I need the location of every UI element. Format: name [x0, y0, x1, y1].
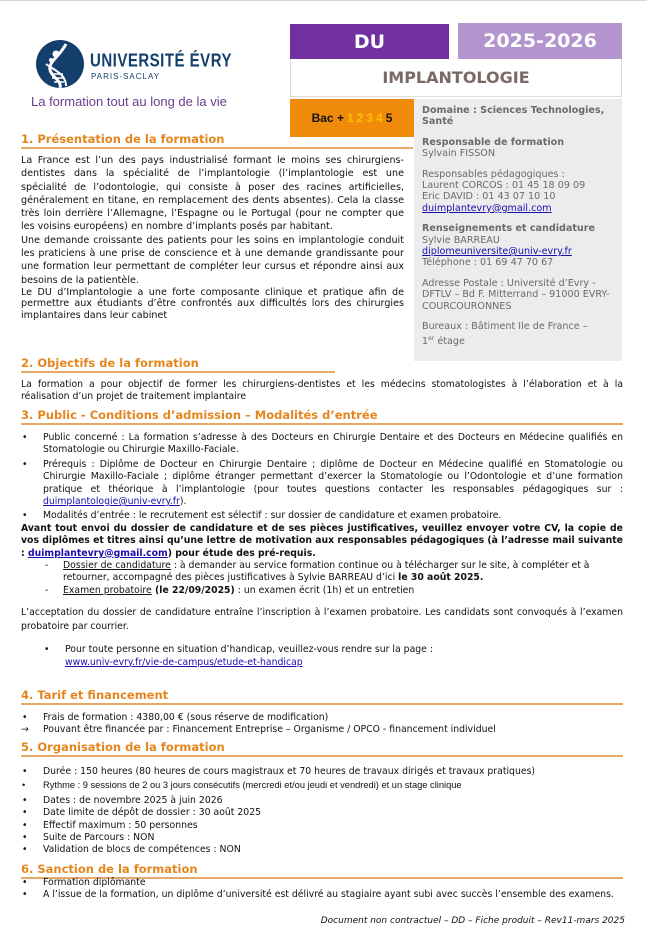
section-1-paragraph-1: La France est l’un des pays industrialisé formant le moins ses chirurgiens-dentistes dans la spécialité de l’implantologie (l’implantologie est une spécialité de l’odontologie, qui consiste à poser des racines artificielles, généralement en titane, en remplacement des dents absentes). Cela la classe très loin derrière l’Allemagne, l’Espagne ou le Portugal (pour ne compter que les voisins européens) en nombre d’implants posés par habitant.	[21, 155, 404, 233]
contact-email-link[interactable]: diplomeuniversite@univ-evry.fr	[422, 246, 572, 258]
sanction-item: • Formation diplômante	[21, 877, 623, 889]
document-footer: Document non contractuel – DD – Fiche produit – Rev11-mars 2025	[320, 916, 625, 926]
application-file-item	[43, 560, 623, 585]
section-6-heading: 6. Sanction de la formation	[21, 862, 623, 879]
floor-text: étage	[434, 335, 465, 347]
prerequisites-end: ).	[179, 496, 187, 508]
admission-prerequisites	[21, 459, 623, 509]
program-director-label: Responsable de formation	[422, 136, 565, 148]
prerequisites-text: Prérequis : Diplôme de Docteur en Chirurgie Dentaire ; diplôme de Docteur en Médecine qualifié en Stomatologie ou Chirurgie Maxillo-Faciale ; diplôme étranger permettant d’exercer la Stomatologie ou l’Odontologie et d’une formation pratique et théorique à l’implantologie (pour toutes questions contacter les responsables pédagogiques sur :	[43, 458, 623, 495]
entrance-exam-label: Examen probatoire	[63, 584, 152, 596]
section-1-body	[21, 154, 404, 321]
organisation-item: • Durée : 150 heures (80 heures de cours magistraux et 70 heures de travaux dirigés et travaux pratiques)	[21, 766, 623, 778]
domain-label: Domaine : Sciences Technologies, Santé	[422, 105, 605, 128]
bac-level-3: 3	[366, 111, 374, 125]
organisation-item: • Date limite de dépôt de dossier : 30 août 2025	[21, 807, 623, 819]
academic-year-badge: 2025-2026	[458, 23, 622, 59]
entrance-exam-item	[43, 585, 623, 597]
organisation-item: • Effectif maximum : 50 personnes	[21, 820, 623, 832]
contact-sidebar	[414, 99, 622, 361]
handicap-link[interactable]: www.univ-evry.fr/vie-de-campus/etude-et-handicap	[65, 656, 303, 668]
section-1-paragraph-2: Une demande croissante des patients pour les soins en implantologie conduit les praticiens à une prise de conscience et à une demande grandissante pour une formation leur permettant de compléter leur cursus et répondre ainsi aux besoins de la patientèle.	[21, 234, 404, 286]
application-note-end: ) pour étude des pré-requis.	[167, 547, 316, 559]
organisation-item: • Validation de blocs de compétences : NON	[21, 844, 623, 856]
section-5-heading: 5. Organisation de la formation	[21, 740, 623, 757]
contact-label: Renseignements et candidature	[422, 223, 595, 235]
diploma-type-badge: DU	[290, 24, 449, 59]
application-file-text: : à demander au service formation continue ou à télécharger sur le site, à compléter et à retourner, accompagné des pièces justificatives à Sylvie BARREAU d’ici	[63, 560, 590, 584]
application-deadline: le 30 août 2025.	[398, 572, 484, 584]
prerequisites-email-link[interactable]: duimplantologie@univ-evry.fr	[43, 496, 180, 508]
program-title: IMPLANTOLOGIE	[290, 59, 622, 97]
organisation-item: • Dates : de novembre 2025 à juin 2026	[21, 795, 623, 807]
section-5-body	[21, 766, 623, 857]
section-1-heading: 1. Présentation de la formation	[21, 132, 413, 149]
floor-suffix: er	[428, 334, 435, 342]
bac-level-2: 2	[356, 111, 364, 125]
university-name: UNIVERSITÉ ÉVRY	[90, 50, 232, 72]
office-location	[422, 321, 614, 347]
pedagogical-lead-2: Eric DAVID : 01 43 07 10 10	[422, 191, 556, 203]
section-3-body	[21, 432, 623, 669]
funding-item	[21, 724, 623, 736]
funding-text: Pouvant être financée par : Financement Entreprise – Organisme / OPCO - financement individuel	[43, 724, 496, 736]
application-file-label: Dossier de candidature	[63, 560, 171, 572]
bac-level-current: 5	[385, 111, 393, 125]
section-4-body	[21, 712, 623, 737]
postal-address: Adresse Postale : Université d’Evry - DFTLV – Bd F. Mitterrand – 91000 EVRY-COURCOURONNES	[422, 277, 610, 312]
entrance-exam-text: : un examen écrit (1h) et un entretien	[234, 584, 415, 596]
top-border	[0, 0, 647, 1]
section-2-body: La formation a pour objectif de former les chirurgiens-dentistes et les médecins stomatologistes à l’élaboration et à la réalisation d’un projet de traitement implantaire	[21, 379, 623, 403]
office-floor	[422, 333, 614, 348]
application-note	[21, 523, 623, 560]
bac-prefix: Bac +	[311, 111, 344, 125]
organisation-item: • Rythme : 9 sessions de 2 ou 3 jours consécutifs (mercredi et/ou jeudi et vendredi) et un stage clinique	[21, 779, 623, 791]
section-1-paragraph-3: Le DU d’Implantologie a une forte composante clinique et pratique afin de permettre aux étudiants d’être confrontés aux difficultés lors des chirurgies implantaires dans leur cabinet	[21, 286, 404, 321]
university-logo	[36, 40, 236, 90]
sanction-item: • A l’issue de la formation, un diplôme d’université est délivré au stagiaire ayant subi avec succès l’ensemble des examens.	[21, 889, 623, 901]
organisation-item: • Suite de Parcours : NON	[21, 832, 623, 844]
pedagogical-email-link[interactable]: duimplantevry@gmail.com	[422, 202, 552, 214]
program-director-name: Sylvain FISSON	[422, 148, 496, 160]
section-3-heading: 3. Public - Conditions d’admission – Modalités d’entrée	[21, 408, 623, 425]
pedagogical-leads-label: Responsables pédagogiques :	[422, 168, 565, 180]
admission-modalities: • Modalités d’entrée : le recrutement est sélectif : sur dossier de candidature et examen probatoire.	[21, 510, 623, 522]
university-subtitle: PARIS-SACLAY	[91, 72, 161, 81]
section-6-body	[21, 877, 623, 902]
handicap-item	[43, 644, 623, 669]
floor-number: 1	[422, 335, 429, 347]
section-2-heading: 2. Objectifs de la formation	[21, 356, 335, 373]
application-note-email-link[interactable]: duimplantevry@gmail.com	[27, 547, 168, 559]
handicap-text: • Pour toute personne en situation d’handicap, veuillez-vous rendre sur la page :	[65, 644, 433, 656]
entrance-exam-date: (le 22/09/2025)	[151, 584, 235, 596]
training-fee: • Frais de formation : 4380,00 € (sous réserve de modification)	[21, 712, 623, 724]
office-building: Bureaux : Bâtiment Ile de France –	[422, 321, 588, 333]
contact-phone: Téléphone : 01 69 47 70 67	[422, 257, 554, 269]
section-4-heading: 4. Tarif et financement	[21, 688, 623, 705]
tagline: La formation tout au long de la vie	[31, 94, 227, 109]
bac-level-4: 4	[376, 111, 383, 125]
acceptance-note: L’acceptation du dossier de candidature entraîne l’inscription à l’examen probatoire. Les candidats sont convoqués à l’examen probatoire par courrier.	[21, 607, 623, 632]
bac-level-1: 1	[346, 111, 354, 125]
application-note-text: Avant tout envoi du dossier de candidature et de ses pièces justificatives, veuillez envoyer votre CV, la copie de vos diplômes et titres ainsi qu’une lettre de motivation aux responsables pédagogiques (à l’adresse mail suivante :	[21, 522, 623, 559]
dna-figure-icon	[36, 40, 84, 88]
pedagogical-lead-1: Laurent CORCOS : 01 45 18 09 09	[422, 180, 586, 192]
arrow-right-icon: →	[21, 724, 29, 736]
admission-public: • Public concerné : La formation s’adresse à des Docteurs en Chirurgie Dentaire et des Docteurs en Médecine qualifiés en Stomatologie ou Chirurgie Maxillo-Faciale.	[21, 432, 623, 457]
contact-name: Sylvie BARREAU	[422, 234, 500, 246]
